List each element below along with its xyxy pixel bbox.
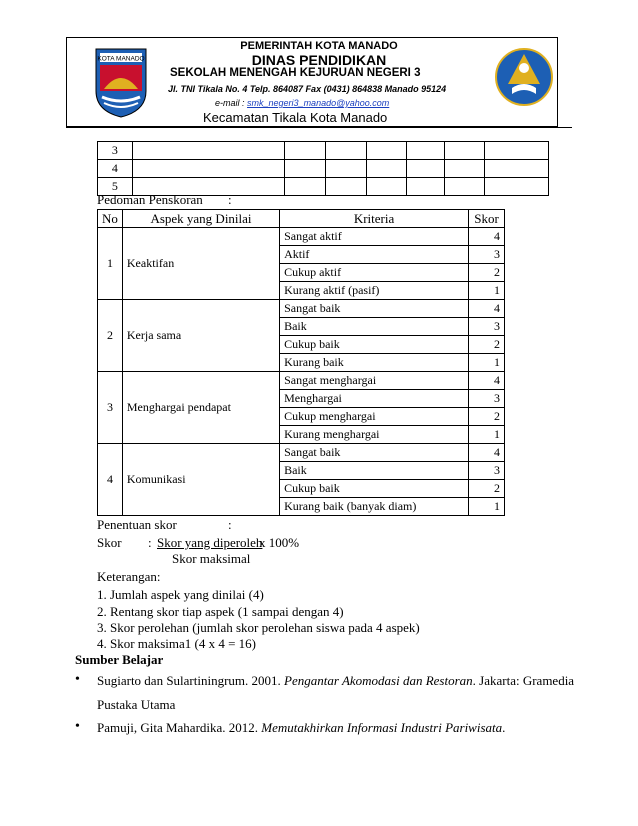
criteria: Sangat baik	[280, 300, 469, 318]
aspect-number: 4	[98, 444, 123, 516]
table-row	[98, 160, 549, 178]
email-label: e-mail :	[215, 98, 245, 108]
criteria: Baik	[280, 462, 469, 480]
aspect-name: Komunikasi	[122, 444, 279, 516]
score: 2	[469, 264, 505, 282]
criteria: Sangat baik	[280, 444, 469, 462]
aspect-name: Keaktifan	[122, 228, 279, 300]
criteria: Cukup menghargai	[280, 408, 469, 426]
pedoman-label: Pedoman Penskoran	[97, 192, 203, 207]
criteria: Cukup baik	[280, 480, 469, 498]
formula-denominator: Skor maksimal	[172, 551, 251, 566]
sumber-title: Sumber Belajar	[75, 652, 164, 667]
dept-title: DINAS PENDIDIKAN	[251, 52, 387, 68]
reference-lead: Pamuji, Gita Mahardika. 2012.	[97, 720, 259, 735]
aspect-name: Menghargai pendapat	[122, 372, 279, 444]
score: 4	[469, 300, 505, 318]
reference-title: Pengantar Akomodasi dan Restoran	[284, 673, 473, 688]
keterangan-item: 1. Jumlah aspek yang dinilai (4)	[97, 587, 264, 602]
criteria: Sangat menghargai	[280, 372, 469, 390]
score: 1	[469, 426, 505, 444]
logo-left-caption: KOTA MANADO	[97, 55, 145, 63]
aspect-name: Kerja sama	[122, 300, 279, 372]
keterangan-item: 4. Skor maksima1 (4 x 4 = 16)	[97, 636, 256, 651]
row-number: 5	[98, 178, 133, 196]
score: 2	[469, 336, 505, 354]
penentuan-colon: :	[228, 517, 232, 532]
header-no: No	[98, 210, 123, 228]
score: 3	[469, 318, 505, 336]
aspect-number: 1	[98, 228, 123, 300]
criteria: Menghargai	[280, 390, 469, 408]
keterangan-item: 2. Rentang skor tiap aspek (1 sampai dengan 4)	[97, 604, 344, 619]
criteria: Sangat aktif	[280, 228, 469, 246]
district-title: Kecamatan Tikala Kota Manado	[203, 110, 388, 125]
bullet-icon: •	[75, 672, 80, 687]
tut-wuri-handayani-logo-icon	[492, 44, 556, 110]
criteria: Cukup baik	[280, 336, 469, 354]
pedoman-colon: :	[228, 192, 232, 207]
reference-tail: .	[502, 720, 506, 735]
score: 2	[469, 480, 505, 498]
school-address: Jl. TNI Tikala No. 4 Telp. 864087 Fax (0431) 864838 Manado 95124	[168, 84, 447, 94]
aspect-number: 2	[98, 300, 123, 372]
score: 1	[469, 498, 505, 516]
score: 4	[469, 444, 505, 462]
table-row	[98, 142, 549, 160]
letterhead-underline	[66, 127, 572, 128]
formula-colon: :	[148, 535, 152, 550]
gov-title: PEMERINTAH KOTA MANADO	[240, 40, 398, 52]
formula-numerator: Skor yang diperoleh	[157, 535, 263, 550]
formula-multiplier: x 100%	[259, 535, 300, 550]
score: 4	[469, 372, 505, 390]
score: 1	[469, 354, 505, 372]
email-link[interactable]: smk_negeri3_manado@yahoo.com	[247, 98, 390, 108]
skor-label: Skor	[97, 535, 122, 550]
reference-item	[97, 720, 505, 736]
table-row	[98, 300, 505, 318]
bullet-icon: •	[75, 719, 80, 734]
score: 3	[469, 462, 505, 480]
reference-line2: Pustaka Utama	[97, 697, 176, 712]
table-row	[98, 228, 505, 246]
criteria: Kurang menghargai	[280, 426, 469, 444]
table-row	[98, 444, 505, 462]
reference-item	[97, 673, 574, 689]
criteria: Kurang baik	[280, 354, 469, 372]
score: 4	[469, 228, 505, 246]
criteria: Kurang baik (banyak diam)	[280, 498, 469, 516]
score: 1	[469, 282, 505, 300]
criteria: Baik	[280, 318, 469, 336]
score: 2	[469, 408, 505, 426]
table-row	[98, 372, 505, 390]
reference-lead: Sugiarto dan Sulartiningrum. 2001.	[97, 673, 281, 688]
keterangan-label: Keterangan:	[97, 569, 161, 584]
penentuan-label: Penentuan skor	[97, 517, 177, 532]
reference-tail: . Jakarta: Gramedia	[472, 673, 575, 688]
header-skor: Skor	[469, 210, 505, 228]
header-kriteria: Kriteria	[280, 210, 469, 228]
school-title: SEKOLAH MENENGAH KEJURUAN NEGERI 3	[170, 67, 421, 79]
score: 3	[469, 390, 505, 408]
reference-title: Memutakhirkan Informasi Industri Pariwisata	[261, 720, 503, 735]
criteria: Cukup aktif	[280, 264, 469, 282]
score: 3	[469, 246, 505, 264]
scoring-table	[97, 209, 505, 516]
continued-table	[97, 141, 549, 196]
header-aspek: Aspek yang Dinilai	[122, 210, 279, 228]
table-header-row	[98, 210, 505, 228]
aspect-number: 3	[98, 372, 123, 444]
criteria: Aktif	[280, 246, 469, 264]
row-number: 4	[98, 160, 133, 178]
criteria: Kurang aktif (pasif)	[280, 282, 469, 300]
row-number: 3	[98, 142, 133, 160]
keterangan-item: 3. Skor perolehan (jumlah skor perolehan siswa pada 4 aspek)	[97, 620, 420, 635]
